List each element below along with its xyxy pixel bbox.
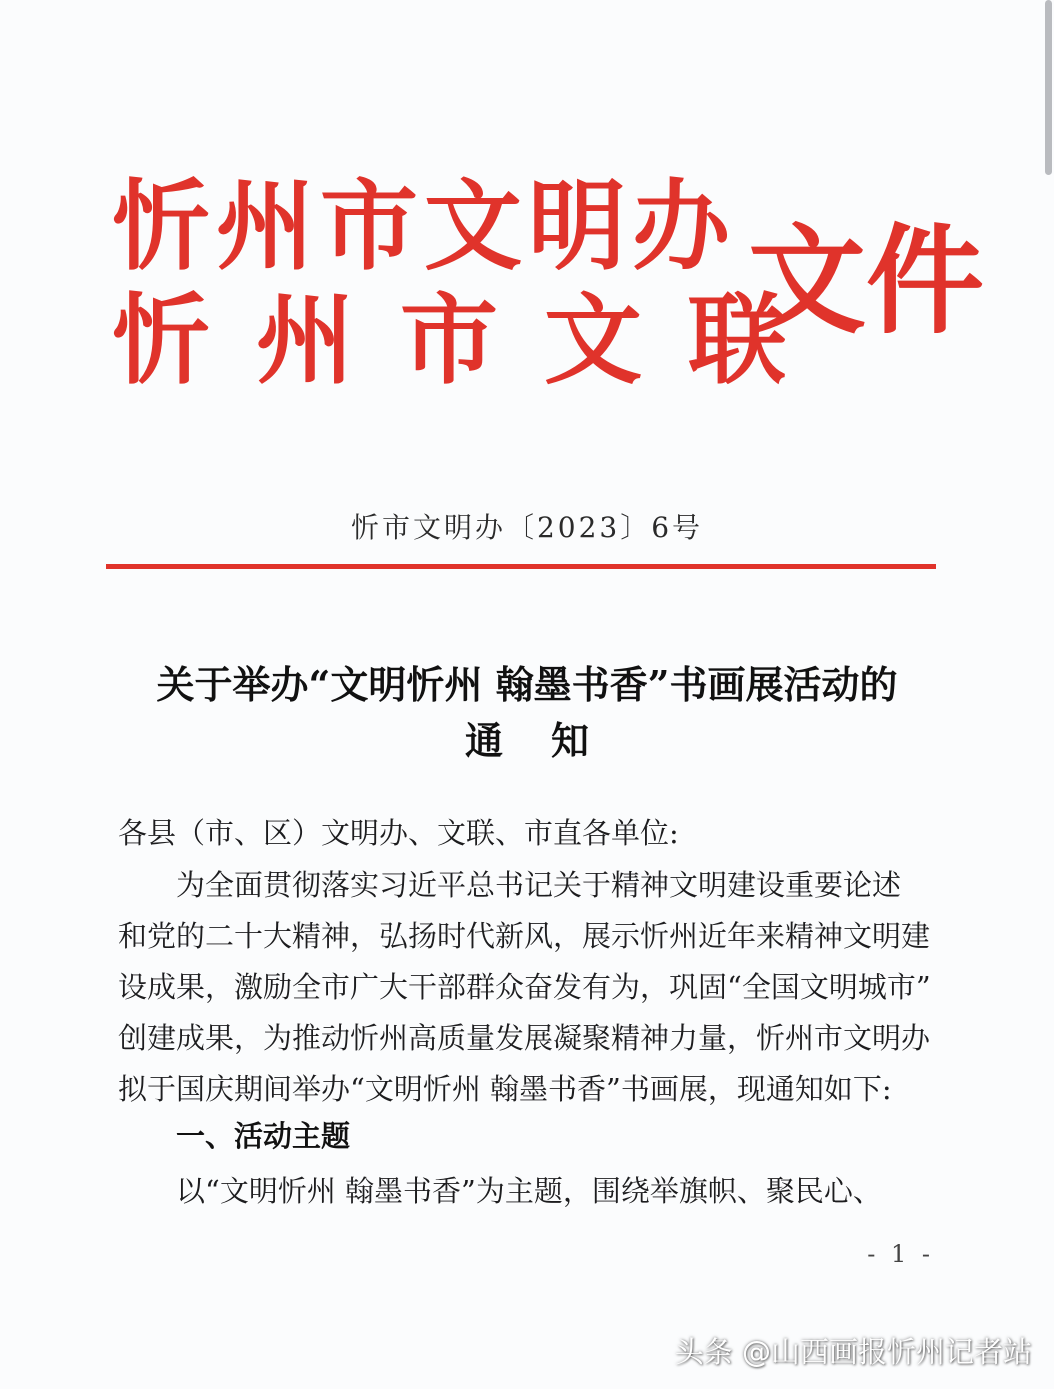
notice-title: 关于举办“文明忻州 翰墨书香”书画展活动的 <box>156 662 898 707</box>
body-line: 拟于国庆期间举办“文明忻州 翰墨书香”书画展，现通知如下: <box>118 1072 892 1106</box>
document-label: 文件 <box>748 211 985 350</box>
section-heading: 一、活动主题 <box>176 1119 351 1153</box>
salutation-text: 各县（市、区）文明办、文联、市直各单位: <box>118 816 679 850</box>
issuer-name-1: 忻州市文明办 <box>112 169 737 284</box>
issuer-name-2: 忻州市文联 <box>112 283 833 398</box>
salutation <box>118 808 948 859</box>
source-watermark: 头条 @山西画报忻州记者站 <box>674 1335 1032 1369</box>
body-line: 为全面贯彻落实习近平总书记关于精神文明建设重要论述 <box>176 868 902 902</box>
scrollbar[interactable] <box>1045 0 1052 175</box>
body-paragraph <box>118 860 948 1115</box>
body-line: 和党的二十大精神，弘扬时代新风，展示忻州近年来精神文明建 <box>118 919 931 953</box>
body-line: 设成果，激励全市广大干部群众奋发有为，巩固“全国文明城市” <box>118 970 931 1004</box>
page-number: - 1 - <box>867 1240 934 1268</box>
notice-title-2: 通知 <box>464 718 637 763</box>
document-number: 忻市文明办〔2023〕6号 <box>350 511 704 544</box>
red-divider <box>106 564 936 569</box>
body-line: 创建成果，为推动忻州高质量发展凝聚精神力量，忻州市文明办 <box>118 1021 931 1055</box>
section-text: 以“文明忻州 翰墨书香”为主题，围绕举旗帜、聚民心、 <box>176 1174 882 1208</box>
